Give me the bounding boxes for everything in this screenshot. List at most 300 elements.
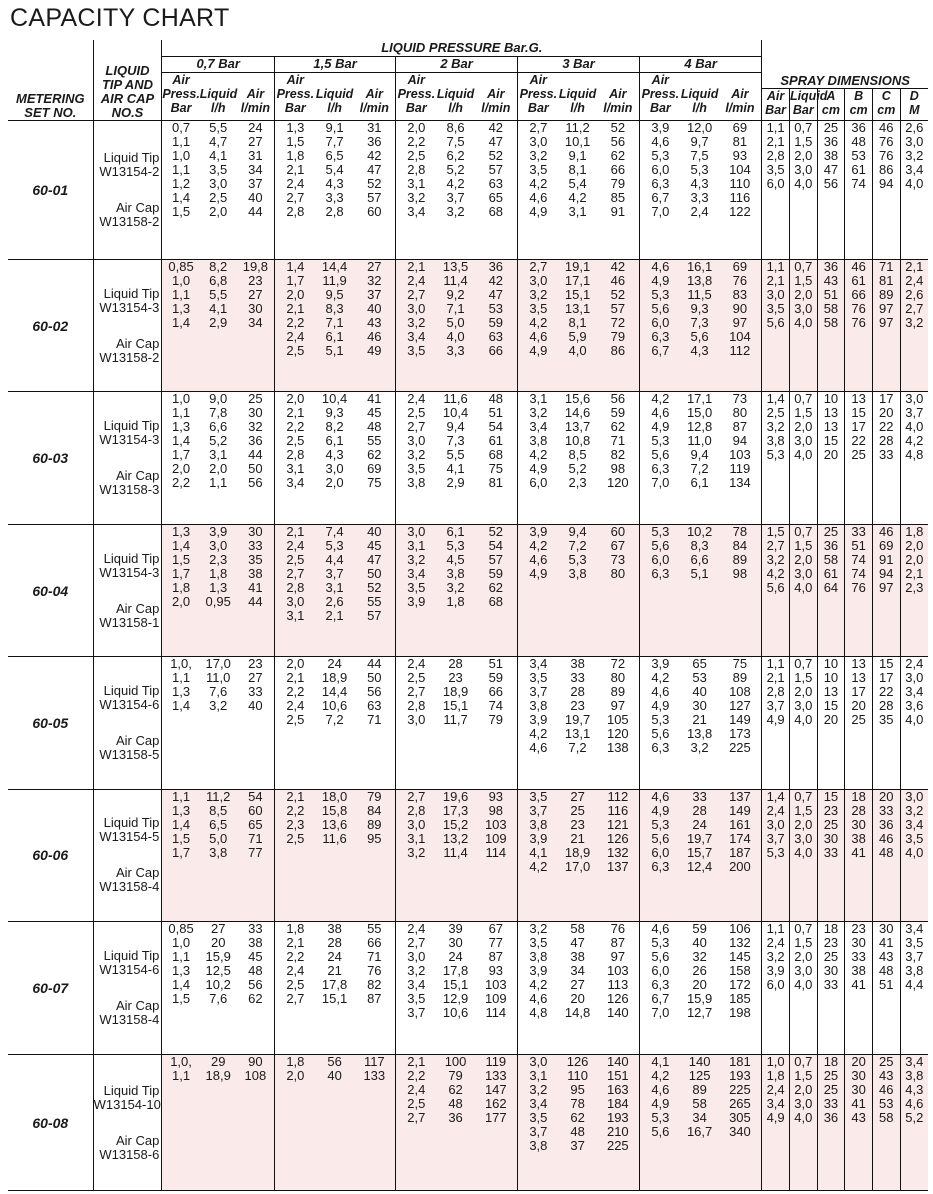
air-press-values — [640, 657, 681, 789]
air-cap-number: W13158-2 — [99, 349, 160, 365]
cell-value: 133 — [363, 1068, 386, 1084]
cell-value: 2,4 — [407, 391, 426, 407]
cell-value: 20 — [879, 405, 894, 421]
cell-value: 30 — [823, 830, 839, 846]
cell-value: 78 — [570, 1096, 585, 1112]
liquid-flow-values — [200, 657, 237, 789]
metering-set-group — [8, 922, 928, 1055]
spray-values — [762, 260, 790, 392]
cell-value: 3,7 — [905, 949, 924, 965]
cell-value: 5,3 — [325, 537, 344, 553]
cell-value: 3,9 — [529, 712, 548, 728]
cell-value: 18,9 — [564, 844, 591, 860]
cell-value: 37 — [570, 1138, 585, 1154]
cell-value: 32 — [367, 273, 382, 289]
cell-value: 57 — [367, 189, 382, 205]
cell-value: 2,4 — [766, 1082, 785, 1098]
cell-value: 6,1 — [325, 433, 344, 449]
cell-value: 3,2 — [407, 551, 426, 567]
cell-value: 6,0 — [766, 977, 785, 993]
gap — [94, 844, 162, 866]
air-flow-values — [719, 922, 762, 1055]
cell-value: 81 — [488, 475, 504, 491]
cell-value: 4,2 — [651, 391, 670, 407]
cell-value: 7,3 — [690, 315, 709, 331]
cell-value: 2,0 — [286, 287, 305, 303]
air-cap-number: W13158-6 — [99, 1146, 160, 1162]
cell-value: 132 — [606, 844, 629, 860]
cell-value: 0,7 — [794, 656, 813, 672]
cell-value: 60 — [248, 802, 263, 818]
air-flow-values — [597, 922, 640, 1055]
cell-value: 1,7 — [171, 447, 191, 463]
cell-value: 43 — [851, 1110, 866, 1126]
air-press-values — [640, 524, 681, 656]
cell-value: 11,4 — [443, 273, 468, 289]
cell-value: 7,1 — [325, 315, 344, 331]
spray-values — [845, 922, 873, 1055]
cell-value: 47 — [570, 935, 585, 951]
cell-value: 26 — [692, 963, 707, 979]
cell-value: 15 — [823, 788, 839, 804]
liquid-flow-values — [559, 789, 597, 921]
cell-value: 2,7 — [407, 788, 426, 804]
liquid-header: Liquid l/h — [437, 72, 475, 120]
cell-value: 71 — [367, 712, 382, 728]
cell-value: 15,1 — [564, 287, 591, 303]
cell-value: 4,6 — [905, 1096, 924, 1112]
air-flow-values — [354, 1055, 396, 1191]
cell-value: 7,0 — [651, 475, 670, 491]
cell-value: 20 — [692, 977, 707, 993]
cell-value: 2,5 — [407, 670, 426, 686]
cell-value: 1,0 — [171, 935, 191, 951]
air-flow-header: Air l/min — [719, 72, 762, 120]
cell-value: 3,1 — [529, 391, 548, 407]
cell-value: 1,0 — [171, 391, 191, 407]
air-press-values — [640, 260, 681, 392]
cell-value: 10,8 — [564, 433, 591, 449]
cell-value: 57 — [488, 161, 504, 177]
cell-value: 20 — [823, 447, 839, 463]
cell-value: 2,5 — [407, 147, 426, 163]
spray-col-header: B cm — [845, 88, 873, 120]
cell-value: 4,9 — [651, 802, 670, 818]
spray-values — [845, 120, 873, 260]
cell-value: 12,9 — [442, 991, 469, 1007]
cell-value: 4,0 — [905, 712, 924, 728]
cell-value: 9,4 — [690, 447, 709, 463]
cell-value: 5,6 — [651, 726, 670, 742]
metering-set-no: 60-06 — [8, 789, 93, 921]
cell-value: 3,2 — [529, 1082, 548, 1098]
cell-value: 36 — [248, 433, 263, 449]
cell-value: 2,0 — [905, 551, 924, 567]
cell-value: 65 — [248, 816, 263, 832]
cell-value: 116 — [729, 189, 751, 205]
cell-value: 12,5 — [205, 963, 231, 979]
cell-value: 36 — [823, 537, 839, 553]
cell-value: 7,2 — [568, 740, 587, 756]
cell-value: 3,4 — [407, 329, 426, 345]
spray-values — [789, 922, 817, 1055]
cell-value: 3,1 — [286, 461, 305, 477]
air-flow-values — [354, 657, 396, 789]
cell-value: 4,6 — [529, 329, 548, 345]
cell-value: 2,5 — [286, 977, 305, 993]
cell-value: 15,6 — [564, 391, 591, 407]
spray-values — [817, 1055, 845, 1191]
cell-value: 35 — [879, 712, 894, 728]
cell-value: 13 — [851, 656, 866, 672]
cell-value: 3,0 — [794, 301, 813, 317]
spray-values — [762, 922, 790, 1055]
cell-value: 3,7 — [766, 698, 785, 714]
cell-value: 2,5 — [286, 551, 305, 567]
cell-value: 47 — [823, 161, 839, 177]
cell-value: 4,6 — [651, 1082, 670, 1098]
cell-value: 4,1 — [651, 1054, 670, 1070]
cell-value: 15 — [823, 698, 839, 714]
cell-value: 9,4 — [568, 523, 587, 539]
spray-col-header: A cm — [817, 88, 845, 120]
cell-value: 2,4 — [690, 203, 709, 219]
cell-value: 36 — [367, 133, 382, 149]
gap — [94, 315, 162, 337]
air-press-values — [518, 1055, 559, 1191]
spray-values — [900, 789, 928, 921]
cell-value: 2,8 — [766, 684, 785, 700]
pressure-header-4: 4 Bar — [640, 56, 762, 72]
cell-value: 3,6 — [905, 698, 924, 714]
liquid-flow-values — [681, 120, 719, 260]
cell-value: 2,2 — [407, 133, 426, 149]
cell-value: 43 — [823, 273, 839, 289]
cell-value: 4,9 — [529, 343, 548, 359]
cell-value: 3,4 — [407, 203, 426, 219]
cell-value: 2,0 — [209, 203, 228, 219]
cell-value: 38 — [248, 565, 263, 581]
cell-value: 4,2 — [529, 175, 548, 191]
cell-value: 3,4 — [529, 1096, 548, 1112]
cell-value: 27 — [570, 788, 585, 804]
liquid-tip-number: W13154-6 — [99, 696, 160, 712]
cell-value: 5,1 — [690, 565, 709, 581]
liquid-flow-values — [316, 789, 354, 921]
cell-value: 4,1 — [209, 147, 228, 163]
cell-value: 89 — [732, 551, 748, 567]
cell-value: 7,2 — [690, 461, 709, 477]
cell-value: 110 — [567, 1068, 588, 1084]
cell-value: 21 — [692, 712, 707, 728]
cell-value: 3,1 — [325, 579, 344, 595]
cell-value: 79 — [610, 175, 626, 191]
cell-value: 45 — [367, 405, 382, 421]
spray-values — [789, 524, 817, 656]
cell-value: 1,4 — [171, 189, 191, 205]
cell-value: 19,7 — [686, 830, 713, 846]
cell-value: 38 — [570, 949, 585, 965]
spray-values — [845, 1055, 873, 1191]
cell-value: 1,5 — [794, 273, 813, 289]
cell-value: 12,0 — [686, 119, 713, 135]
cell-value: 2,3 — [286, 816, 305, 832]
cell-value: 43 — [879, 1068, 894, 1084]
cell-value: 6,0 — [651, 844, 670, 860]
cell-value: 112 — [729, 343, 751, 359]
cell-value: 24 — [327, 949, 342, 965]
cell-value: 24 — [327, 656, 342, 672]
cell-value: 114 — [485, 1005, 507, 1021]
cell-value: 2,2 — [171, 475, 191, 491]
spray-values — [872, 657, 900, 789]
spray-col-header: Air Bar — [762, 88, 790, 120]
cell-value: 19,1 — [564, 259, 591, 275]
cell-value: 340 — [729, 1124, 751, 1140]
liquid-flow-values — [200, 1055, 237, 1191]
cell-value: 3,2 — [905, 147, 924, 163]
cell-value: 27 — [210, 921, 226, 937]
cell-value: 3,1 — [286, 607, 305, 623]
cell-value: 44 — [248, 593, 263, 609]
air-press-values — [275, 524, 316, 656]
cell-value: 24 — [692, 816, 707, 832]
cell-value: 4,2 — [529, 315, 548, 331]
cell-value: 6,0 — [651, 551, 670, 567]
cell-value: 14,8 — [564, 1005, 591, 1021]
cell-value: 4,9 — [529, 461, 548, 477]
cell-value: 3,5 — [529, 670, 548, 686]
liquid-flow-values — [681, 260, 719, 392]
cell-value: 36 — [879, 816, 894, 832]
liquid-flow-values — [437, 789, 475, 921]
cell-value: 22 — [851, 433, 866, 449]
cell-value: 52 — [610, 287, 626, 303]
spray-values — [872, 392, 900, 524]
cell-value: 80 — [610, 565, 626, 581]
cell-value: 25 — [823, 816, 839, 832]
cell-value: 4,0 — [794, 447, 813, 463]
metering-set-no: 60-05 — [8, 657, 93, 789]
cell-value: 30 — [248, 405, 263, 421]
cell-value: 3,5 — [407, 579, 426, 595]
cell-value: 11,6 — [443, 391, 468, 407]
cell-value: 22 — [879, 684, 894, 700]
cell-value: 34 — [248, 161, 263, 177]
air-flow-values — [475, 392, 518, 524]
liquid-tip-label: Liquid Tip — [103, 418, 160, 434]
cell-value: 33 — [823, 977, 839, 993]
cell-value: 3,1 — [568, 203, 587, 219]
cell-value: 79 — [488, 712, 504, 728]
cell-value: 13 — [823, 419, 839, 435]
cell-value: 19,8 — [242, 259, 269, 275]
cell-value: 73 — [610, 551, 626, 567]
cell-value: 12,8 — [686, 419, 713, 435]
cell-value: 104 — [729, 161, 751, 177]
cell-value: 33 — [823, 1096, 839, 1112]
cell-value: 3,2 — [446, 203, 465, 219]
air-flow-values — [475, 657, 518, 789]
cell-value: 4,2 — [529, 537, 548, 553]
cell-value: 3,4 — [905, 921, 924, 937]
cell-value: 41 — [367, 391, 382, 407]
cell-value: 5,2 — [568, 461, 587, 477]
cell-value: 8,3 — [325, 301, 344, 317]
cell-value: 89 — [879, 287, 894, 303]
cell-value: 9,2 — [446, 287, 465, 303]
cell-value: 80 — [610, 670, 626, 686]
page-title: CAPACITY CHART — [10, 4, 230, 32]
cell-value: 3,5 — [766, 301, 785, 317]
cell-value: 158 — [729, 963, 751, 979]
cell-value: 45 — [248, 949, 263, 965]
cell-value: 51 — [488, 656, 504, 672]
cell-value: 5,3 — [651, 935, 670, 951]
cell-value: 7,3 — [446, 433, 465, 449]
cell-value: 4,0 — [794, 712, 813, 728]
air-press-values — [275, 922, 316, 1055]
cell-value: 2,5 — [286, 830, 305, 846]
cell-value: 5,5 — [446, 447, 465, 463]
cell-value: 28 — [692, 802, 707, 818]
spray-values — [845, 657, 873, 789]
cell-value: 4,6 — [651, 921, 670, 937]
cell-value: 79 — [367, 788, 382, 804]
cell-value: 3,7 — [766, 830, 785, 846]
air-flow-values — [719, 392, 762, 524]
cell-value: 29 — [210, 1054, 226, 1070]
air-flow-values — [237, 789, 275, 921]
cell-value: 45 — [367, 537, 382, 553]
cell-value: 6,6 — [209, 419, 228, 435]
cell-value: 0,7 — [794, 921, 813, 937]
cell-value: 23 — [248, 656, 263, 672]
cell-value: 32 — [248, 419, 263, 435]
cell-value: 1,1 — [171, 949, 191, 965]
air-press-values — [275, 120, 316, 260]
cell-value: 76 — [851, 301, 866, 317]
cell-value: 9,3 — [690, 301, 709, 317]
cell-value: 2,0 — [286, 391, 305, 407]
cell-value: 5,6 — [651, 537, 670, 553]
cell-value: 3,0 — [794, 565, 813, 581]
cell-value: 94 — [879, 565, 894, 581]
metering-set-no: 60-03 — [8, 392, 93, 524]
liquid-flow-values — [437, 1055, 475, 1191]
spray-values — [872, 789, 900, 921]
cell-value: 72 — [610, 656, 626, 672]
cell-value: 2,5 — [209, 189, 228, 205]
cell-value: 58 — [879, 1110, 894, 1126]
cell-value: 6,0 — [651, 315, 670, 331]
cell-value: 1,7 — [171, 844, 191, 860]
cell-value: 177 — [484, 1110, 507, 1126]
gap — [94, 447, 162, 469]
cell-value: 47 — [488, 287, 504, 303]
cell-value: 20 — [570, 991, 585, 1007]
cell-value: 28 — [851, 802, 866, 818]
air-cap-label: Air Cap — [115, 199, 160, 215]
cell-value: 38 — [823, 147, 839, 163]
cell-value: 3,0 — [794, 830, 813, 846]
cell-value: 140 — [606, 1005, 629, 1021]
cell-value: 47 — [367, 161, 382, 177]
cell-value: 46 — [879, 830, 894, 846]
cell-value: 3,5 — [407, 991, 426, 1007]
cell-value: 5,2 — [905, 1110, 924, 1126]
cell-value: 83 — [732, 287, 748, 303]
cell-value: 1,1 — [171, 133, 191, 149]
cell-value: 10,1 — [564, 133, 591, 149]
cell-value: 3,8 — [407, 475, 426, 491]
cell-value: 9,5 — [325, 287, 344, 303]
cell-value: 193 — [606, 1110, 629, 1126]
cell-value: 3,9 — [651, 656, 670, 672]
cell-value: 8,2 — [325, 419, 344, 435]
air-flow-values — [237, 922, 275, 1055]
cell-value: 66 — [488, 684, 504, 700]
air-flow-values — [475, 260, 518, 392]
cell-value: 2,0 — [171, 593, 191, 609]
cell-value: 97 — [879, 315, 894, 331]
cell-value: 3,4 — [766, 1096, 785, 1112]
cell-value: 2,8 — [407, 802, 426, 818]
cell-value: 5,6 — [766, 579, 785, 595]
cell-value: 61 — [823, 565, 839, 581]
cell-value: 42 — [488, 119, 504, 135]
cell-value: 3,9 — [766, 963, 785, 979]
cell-value: 2,6 — [905, 287, 924, 303]
cell-value: 33 — [879, 802, 894, 818]
cell-value: 97 — [879, 301, 894, 317]
cell-value: 33 — [879, 447, 894, 463]
liquid-flow-values — [200, 392, 237, 524]
cell-value: 1,5 — [171, 551, 191, 567]
spray-values — [762, 657, 790, 789]
cell-value: 34 — [692, 1110, 707, 1126]
cell-value: 3,5 — [529, 301, 548, 317]
liquid-tip-label: Liquid Tip — [103, 149, 160, 165]
cell-value: 3,8 — [529, 1138, 548, 1154]
cell-value: 14,6 — [564, 405, 591, 421]
cell-value: 68 — [488, 447, 504, 463]
cell-value: 0,7 — [794, 259, 813, 275]
cell-value: 87 — [732, 419, 748, 435]
cell-value: 25 — [823, 1068, 839, 1084]
cell-value: 82 — [610, 447, 626, 463]
cell-value: 1,4 — [171, 537, 191, 553]
spray-values — [900, 260, 928, 392]
cell-value: 37 — [367, 287, 382, 303]
spray-blank-cell — [762, 56, 928, 72]
spray-col-header: C cm — [872, 88, 900, 120]
cell-value: 2,1 — [286, 788, 305, 804]
cell-value: 15,2 — [442, 816, 469, 832]
cell-value: 30 — [851, 1082, 866, 1098]
cell-value: 69 — [879, 537, 894, 553]
cell-value: 1,3 — [171, 523, 191, 539]
cell-value: 1,7 — [171, 565, 191, 581]
cell-value: 41 — [851, 844, 866, 860]
cell-value: 4,6 — [529, 189, 548, 205]
cell-value: 4,2 — [651, 1068, 670, 1084]
cell-value: 1,5 — [794, 133, 813, 149]
cell-value: 9,3 — [325, 405, 344, 421]
cell-value: 4,2 — [529, 977, 548, 993]
cell-value: 3,0 — [325, 461, 344, 477]
cell-value: 33 — [248, 537, 263, 553]
